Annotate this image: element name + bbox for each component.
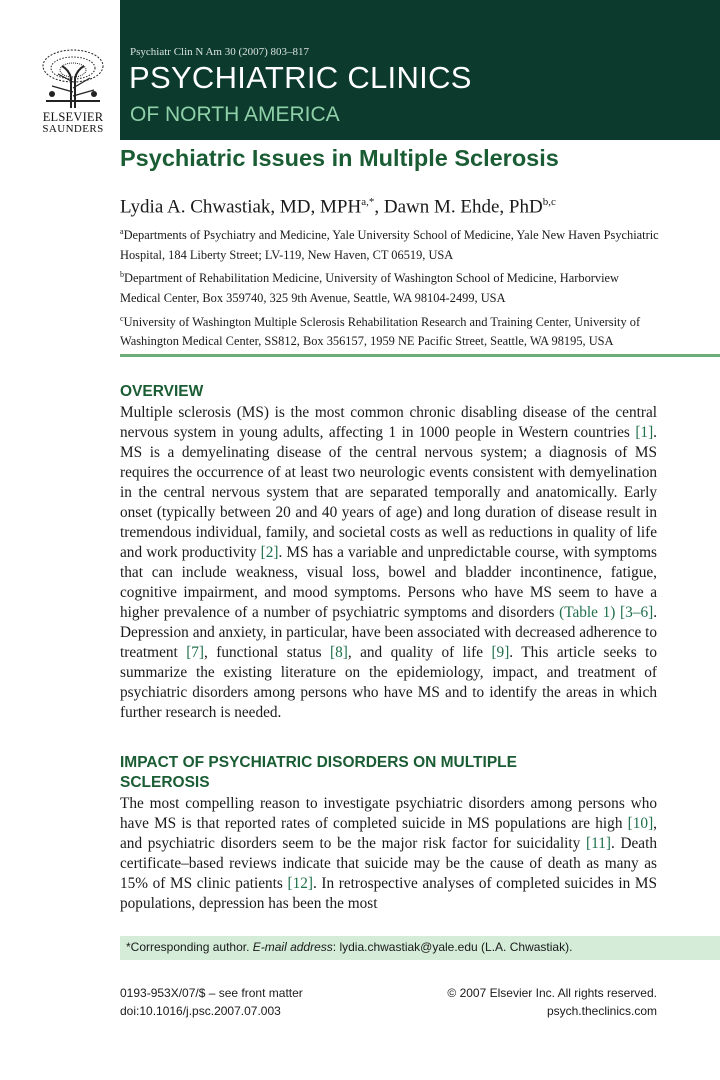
journal-citation: Psychiatr Clin N Am 30 (2007) 803–817 — [130, 46, 310, 58]
paragraph-text: , functional status — [204, 644, 330, 661]
citation-link[interactable]: [11] — [586, 835, 611, 852]
author-affiliation-mark: a,* — [361, 196, 375, 208]
affiliation-item — [120, 309, 660, 352]
publisher-logo — [0, 0, 120, 140]
author-name: Dawn M. Ehde, PhD — [383, 196, 543, 218]
section-paragraph — [120, 403, 657, 723]
paragraph-text: . MS has a variable and unpredictable course, with symptoms that can include weakness, visual loss, bowel and bladder incontinence, fatigue, cognitive impairment, and mood symptoms. Persons who have MS seem to have a higher prevalence of a number of psychiatric symptoms and disorders — [120, 544, 657, 621]
citation-link[interactable]: [10] — [627, 815, 654, 832]
citation-link[interactable]: [9] — [491, 644, 510, 661]
author-affiliation-mark: b,c — [542, 196, 556, 208]
section-heading-overview: OVERVIEW — [120, 383, 204, 400]
section-heading-impact: IMPACT OF PSYCHIATRIC DISORDERS ON MULTIPLE SCLEROSIS — [120, 754, 517, 791]
paragraph-text: , and psychiatric disorders seem to be the major risk factor for suicidality — [120, 815, 657, 852]
author-separator: , — [374, 196, 384, 218]
affiliation-mark: c — [120, 313, 124, 323]
author-email-link[interactable]: lydia.chwastiak@yale.edu — [339, 940, 478, 954]
paragraph-text: . In retrospective analyses of completed suicides in MS populations, depression has been the most — [120, 875, 657, 912]
affiliation-item — [120, 222, 660, 265]
issn-line: 0193-953X/07/$ – see front matter — [120, 986, 303, 1000]
doi-link[interactable]: doi:10.1016/j.psc.2007.07.003 — [120, 1004, 281, 1018]
section-paragraph — [120, 794, 657, 914]
citation-link[interactable]: [2] — [260, 544, 279, 561]
email-separator: : — [332, 940, 340, 954]
affiliation-item — [120, 265, 660, 308]
copyright-line: © 2007 Elsevier Inc. All rights reserved. — [447, 986, 657, 1000]
citation-link[interactable]: [1] — [635, 424, 654, 441]
paragraph-text: . Depression and anxiety, in particular, have been associated with decreased adherence to treatment — [120, 604, 658, 661]
citation-link[interactable]: [8] — [329, 644, 348, 661]
footer-left — [120, 984, 303, 1020]
paragraph-text: . Death certificate–based reviews indicate that suicide may be the cause of death as many as 15% of MS clinic patients — [120, 835, 657, 892]
article-title: Psychiatric Issues in Multiple Sclerosis — [120, 145, 559, 171]
header-divider — [120, 354, 720, 357]
email-label: E-mail address — [252, 940, 333, 954]
paragraph-text: . MS is a demyelinating disease of the central nervous system; a diagnosis of MS requires the occurrence of at least two neurologic events consistent with demyelination in the central nervous system that are separated temporally and anatomically. Early onset (typically between 20 and 40 years of age) and long duration of disease result in tremendous individual, family, and societal costs as well as reductions in quality of life and work productivity — [120, 424, 657, 561]
affiliation-mark: b — [120, 270, 124, 280]
footnote-suffix: (L.A. Chwastiak). — [477, 940, 573, 954]
publisher-name: ELSEVIER — [42, 110, 104, 124]
publisher-imprint: SAUNDERS — [42, 123, 104, 135]
paragraph-text: Multiple sclerosis (MS) is the most common chronic disabling disease of the central nervous system in young adults, affecting 1 in 1000 people in Western countries — [120, 404, 657, 441]
journal-name-line1: PSYCHIATRIC CLINICS — [129, 60, 472, 95]
affiliations — [120, 222, 660, 352]
journal-website-link[interactable]: psych.theclinics.com — [546, 1004, 657, 1018]
affiliation-text: University of Washington Multiple Sclerosis Rehabilitation Research and Training Center, University of Washington Medical Center, SS812, Box 356157, 1959 NE Pacific Street, Seattle, WA 98195, USA — [120, 314, 641, 349]
paragraph-text: The most compelling reason to investigate psychiatric disorders among persons who have MS is that reported rates of completed suicide in MS populations are high — [120, 795, 657, 832]
author-name: Lydia A. Chwastiak, MD, MPH — [120, 196, 362, 218]
corresponding-author-footnote — [126, 940, 572, 954]
paragraph-text: . This article seeks to summarize the existing literature on the epidemiology, impact, and treatment of psychiatric disorders among persons who have MS and to identify the areas in which further research is needed. — [120, 644, 657, 721]
affiliation-text: Department of Rehabilitation Medicine, University of Washington School of Medicine, Harborview Medical Center, Box 359740, 325 9th Avenue, Seattle, WA 98104-2499, USA — [120, 271, 619, 306]
author-list — [120, 196, 700, 219]
citation-link[interactable]: (Table 1) — [559, 604, 616, 621]
journal-banner — [120, 0, 720, 140]
footer-right — [400, 984, 657, 1020]
affiliation-mark: a — [120, 227, 124, 236]
citation-link[interactable]: [3–6] — [620, 604, 654, 621]
citation-link[interactable]: [7] — [186, 644, 205, 661]
footnote-band — [120, 936, 720, 960]
paragraph-text: , and quality of life — [347, 644, 492, 661]
citation-link[interactable]: [12] — [287, 875, 313, 892]
elsevier-tree-icon — [38, 48, 108, 108]
affiliation-text: Departments of Psychiatry and Medicine, Yale University School of Medicine, Yale New Haven Psychiatric Hospital, 184 Liberty Street; LV-119, New Haven, CT 06519, USA — [120, 228, 659, 262]
footnote-label: *Corresponding author. — [126, 940, 253, 954]
journal-name-line2: OF NORTH AMERICA — [130, 103, 340, 126]
